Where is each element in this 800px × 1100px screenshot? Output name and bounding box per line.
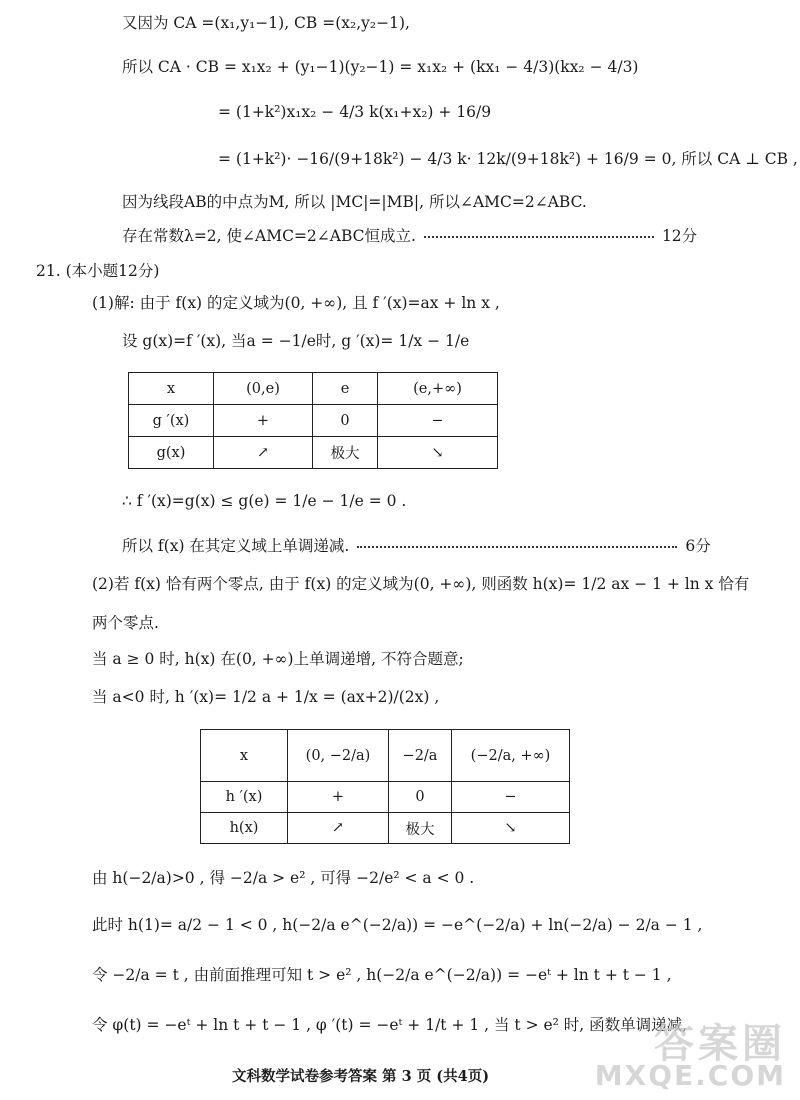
- table2-cell: −: [452, 782, 570, 813]
- solution-line-dot-product: 所以 CA · CB = x₁x₂ + (y₁−1)(y₂−1) = x₁x₂ + (kx₁ − 4/3)(kx₂ − 4/3): [122, 58, 639, 76]
- table-g-monotonicity: [128, 372, 498, 469]
- table2-cell: h ′(x): [201, 782, 288, 813]
- table1-header-cell: (0,e): [214, 373, 313, 405]
- conclusion-text: 存在常数λ=2, 使∠AMC=2∠ABC恒成立.: [122, 227, 416, 245]
- part2-line-substitute-t: 令 −2/a = t , 由前面推理可知 t > e² , h(−2/a e^(−2/a)) = −eᵗ + ln t + t − 1 ,: [92, 966, 672, 984]
- table2-cell: 0: [389, 782, 452, 813]
- table1-cell: g(x): [129, 437, 214, 469]
- part1-line-domain: (1)解: 由于 f(x) 的定义域为(0, +∞), 且 f ′(x)=ax + ln x ,: [92, 294, 500, 312]
- table2-cell: ↗: [288, 813, 389, 844]
- part1-line-inequality: ∴ f ′(x)=g(x) ≤ g(e) = 1/e − 1/e = 0 .: [122, 492, 407, 510]
- part2-line-condition: 由 h(−2/a)>0 , 得 −2/a > e² , 可得 −2/e² < a < 0 .: [92, 869, 475, 887]
- part2-line-two-zeros: 两个零点.: [92, 614, 159, 632]
- table2-cell: 极大: [389, 813, 452, 844]
- table1-cell: ↗: [214, 437, 313, 469]
- table2-cell: +: [288, 782, 389, 813]
- score-12: 12分: [661, 227, 698, 245]
- solution-line-expand: = (1+k²)x₁x₂ − 4/3 k(x₁+x₂) + 16/9: [218, 103, 492, 121]
- solution-line-midpoint: 因为线段AB的中点为M, 所以 |MC|=|MB|, 所以∠AMC=2∠ABC.: [122, 193, 587, 211]
- table2-header-cell: x: [201, 730, 288, 782]
- watermark-text-top: 答案圈: [654, 1021, 786, 1067]
- table1-header-cell: e: [313, 373, 378, 405]
- solution-line-conclusion: [122, 227, 697, 246]
- part2-line-a-neg: 当 a<0 时, h ′(x)= 1/2 a + 1/x = (ax+2)/(2x) ,: [92, 688, 440, 706]
- solution-line-vectors: 又因为 CA =(x₁,y₁−1), CB =(x₂,y₂−1),: [122, 14, 410, 32]
- part2-line-phi: 令 φ(t) = −eᵗ + ln t + t − 1 , φ ′(t) = −eᵗ + 1/t + 1 , 当 t > e² 时, 函数单调递减,: [92, 1016, 688, 1034]
- table1-cell: +: [214, 405, 313, 437]
- part1-line-define-g: 设 g(x)=f ′(x), 当a = −1/e时, g ′(x)= 1/x − 1/e: [122, 332, 470, 350]
- table1-header-cell: x: [129, 373, 214, 405]
- table1-cell: −: [378, 405, 498, 437]
- table1-cell: 极大: [313, 437, 378, 469]
- table1-header-cell: (e,+∞): [378, 373, 498, 405]
- part1-line-conclusion: [122, 537, 711, 556]
- part2-line-a-nonneg: 当 a ≥ 0 时, h(x) 在(0, +∞)上单调递增, 不符合题意;: [92, 650, 464, 668]
- table2-cell: ↘: [452, 813, 570, 844]
- question-21-heading: 21. (本小题12分): [36, 262, 160, 280]
- table2-header-cell: (0, −2/a): [288, 730, 389, 782]
- table1-cell: ↘: [378, 437, 498, 469]
- table1-cell: g ′(x): [129, 405, 214, 437]
- table2-cell: h(x): [201, 813, 288, 844]
- part2-line-evaluate: 此时 h(1)= a/2 − 1 < 0 , h(−2/a e^(−2/a)) = −e^(−2/a) + ln(−2/a) − 2/a − 1 ,: [92, 916, 703, 934]
- score-dots: [424, 236, 654, 238]
- score-6: 6分: [685, 537, 711, 555]
- watermark-logo: [586, 1012, 786, 1092]
- page-footer: 文科数学试卷参考答案 第 3 页 (共4页): [232, 1068, 490, 1085]
- table-h-monotonicity: [200, 729, 570, 844]
- part2-line-intro: (2)若 f(x) 恰有两个零点, 由于 f(x) 的定义域为(0, +∞), 则函数 h(x)= 1/2 ax − 1 + ln x 恰有: [92, 575, 750, 593]
- table2-header-cell: (−2/a, +∞): [452, 730, 570, 782]
- watermark-text-bottom: MXQE.COM: [594, 1059, 786, 1092]
- table2-header-cell: −2/a: [389, 730, 452, 782]
- solution-line-substitute: = (1+k²)· −16/(9+18k²) − 4/3 k· 12k/(9+18k²) + 16/9 = 0, 所以 CA ⊥ CB ,: [218, 150, 798, 168]
- score-dots: [357, 546, 677, 548]
- part1-conclusion-text: 所以 f(x) 在其定义域上单调递减.: [122, 537, 350, 555]
- table1-cell: 0: [313, 405, 378, 437]
